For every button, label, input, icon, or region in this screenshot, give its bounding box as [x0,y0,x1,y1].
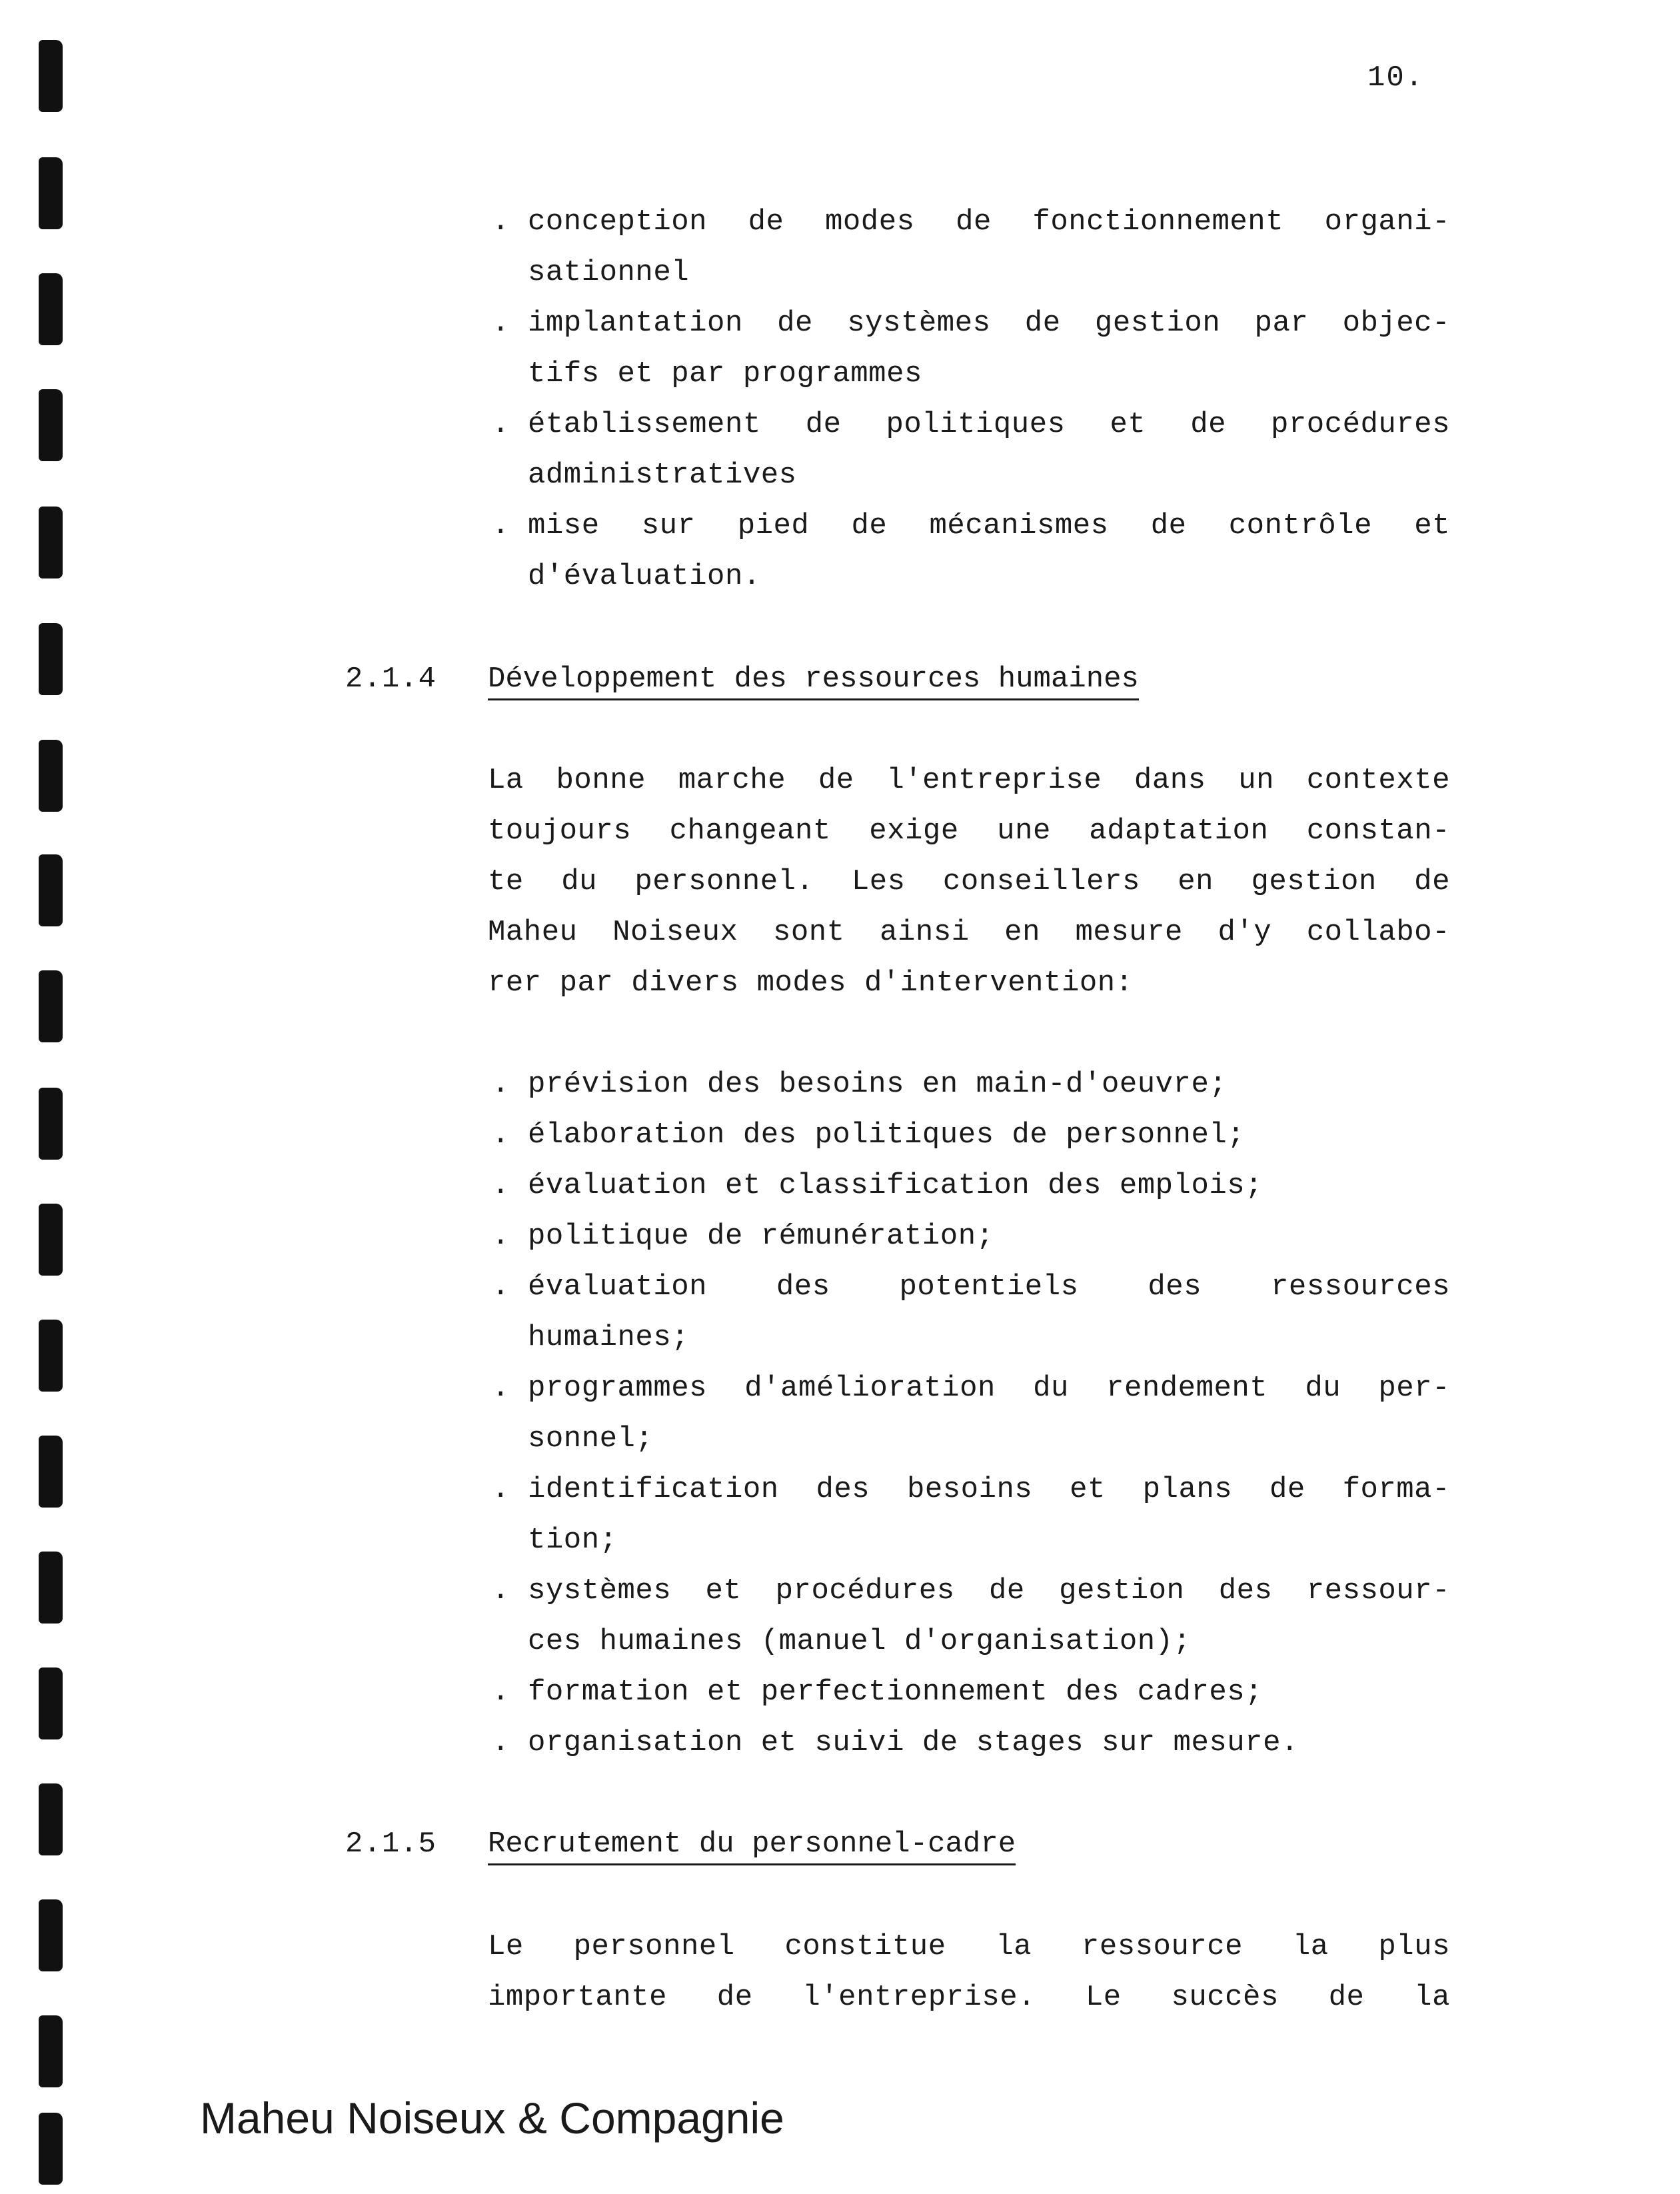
section-number: 2.1.4 [345,662,437,696]
paragraph-line: te du personnel. Les conseillers en gestion de [488,865,1450,898]
section-number: 2.1.5 [345,1827,437,1861]
bullet-dot: . [492,1270,510,1304]
paragraph-line: toujours changeant exige une adaptation constan- [488,814,1450,848]
list-item: systèmes et procédures de gestion des ressour- [528,1574,1450,1608]
paragraph-line: rer par divers modes d'intervention: [488,966,1134,1000]
binding-hole-icon [39,40,63,112]
binding-hole-icon [39,1088,63,1160]
binding-hole-icon [39,854,63,926]
binding-hole-icon [39,157,63,229]
binding-hole-icon [39,273,63,345]
binding-hole-icon [39,970,63,1042]
list-item: programmes d'amélioration du rendement du per- [528,1372,1450,1405]
list-item: mise sur pied de mécanismes de contrôle et [528,509,1450,543]
binding-hole-icon [39,1667,63,1739]
bullet-dot: . [492,1726,510,1759]
bullet-dot: . [492,1220,510,1253]
list-item: élaboration des politiques de personnel; [528,1118,1246,1152]
binding-hole-icon [39,740,63,812]
list-item-continuation: tifs et par programmes [528,357,922,391]
binding-hole-icon [39,1204,63,1276]
bullet-dot: . [492,1473,510,1506]
binding-hole-icon [39,2113,63,2185]
bullet-dot: . [492,1068,510,1101]
binding-hole-icon [39,389,63,461]
binding-hole-icon [39,1783,63,1855]
list-item: prévision des besoins en main-d'oeuvre; [528,1068,1228,1101]
list-item: identification des besoins et plans de forma- [528,1473,1450,1506]
bullet-dot: . [492,1574,510,1608]
company-footer: Maheu Noiseux & Compagnie [200,2093,784,2143]
section-heading: Recrutement du personnel-cadre [488,1827,1016,1865]
binding-hole-icon [39,507,63,578]
bullet-dot: . [492,408,510,441]
paragraph-line: Le personnel constitue la ressource la plus [488,1930,1450,1963]
binding-holes [39,40,65,2159]
list-item: évaluation et classification des emplois; [528,1169,1263,1202]
bullet-dot: . [492,1675,510,1709]
list-item: évaluation des potentiels des ressources [528,1270,1450,1304]
list-item: politique de rémunération; [528,1220,994,1253]
list-item-continuation: tion; [528,1524,618,1557]
list-item-continuation: administratives [528,459,797,492]
section-heading: Développement des ressources humaines [488,662,1139,700]
paragraph-line: La bonne marche de l'entreprise dans un contexte [488,764,1450,797]
binding-hole-icon [39,1552,63,1624]
bullet-dot: . [492,509,510,543]
binding-hole-icon [39,1320,63,1392]
paragraph-line: importante de l'entreprise. Le succès de la [488,1981,1450,2014]
list-item: implantation de systèmes de gestion par objec- [528,307,1450,340]
list-item: formation et perfectionnement des cadres; [528,1675,1263,1709]
paragraph-line: Maheu Noiseux sont ainsi en mesure d'y collabo- [488,916,1450,949]
list-item-continuation: d'évaluation. [528,560,761,593]
list-item: établissement de politiques et de procédures [528,408,1450,441]
list-item-continuation: ces humaines (manuel d'organisation); [528,1625,1192,1658]
binding-hole-icon [39,1436,63,1508]
list-item-continuation: sonnel; [528,1422,654,1456]
bullet-dot: . [492,1118,510,1152]
page-number: 10. [1367,61,1425,95]
binding-hole-icon [39,2015,63,2087]
list-item-continuation: humaines; [528,1321,690,1354]
bullet-dot: . [492,1372,510,1405]
list-item-continuation: sationnel [528,256,690,289]
list-item: organisation et suivi de stages sur mesure. [528,1726,1299,1759]
binding-hole-icon [39,1899,63,1971]
bullet-dot: . [492,205,510,239]
bullet-dot: . [492,1169,510,1202]
list-item: conception de modes de fonctionnement organi- [528,205,1450,239]
bullet-dot: . [492,307,510,340]
binding-hole-icon [39,623,63,695]
